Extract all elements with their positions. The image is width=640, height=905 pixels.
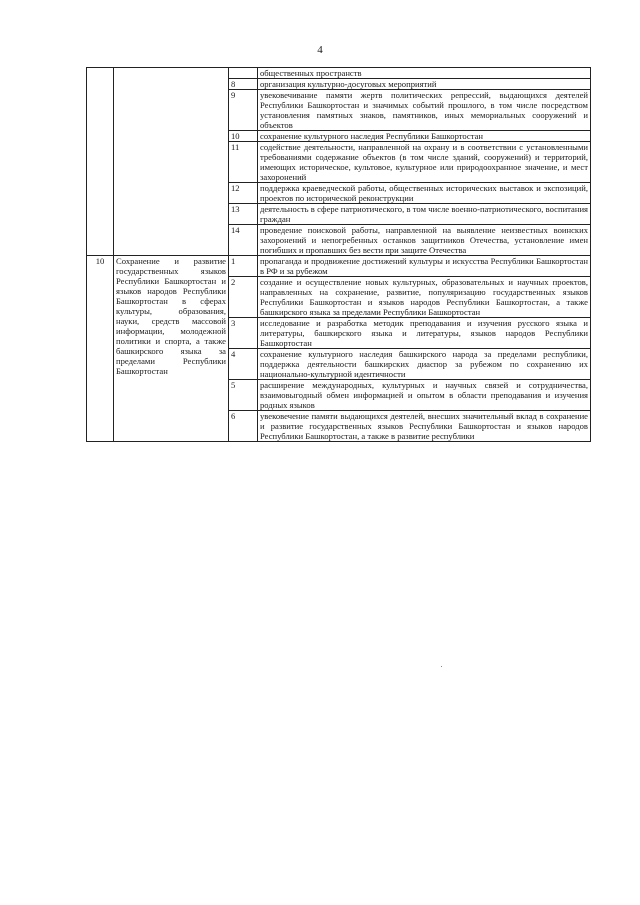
item-number	[229, 68, 258, 79]
activities-table	[86, 67, 591, 442]
item-text: содействие деятельности, направленной на охрану и в соответствии с установленными требованиями содержание объектов (в том числе зданий, сооружений) и территорий, имеющих историческое, культовое, культурное или природоохранное значение, и мест захоронений	[258, 142, 591, 183]
scan-speck	[441, 666, 442, 667]
item-number: 8	[229, 79, 258, 90]
item-number: 4	[229, 349, 258, 380]
item-number: 1	[229, 256, 258, 277]
item-text: пропаганда и продвижение достижений культуры и искусства Республики Башкортостан в РФ и за рубежом	[258, 256, 591, 277]
item-number: 13	[229, 204, 258, 225]
item-number: 14	[229, 225, 258, 256]
item-text: увековечение памяти выдающихся деятелей, внесших значительный вклад в сохранение и развитие государственных языков Республики Башкортостан и языков народов Республики Башкортостан, а также в развитие республики	[258, 411, 591, 442]
item-text: организация культурно-досуговых мероприятий	[258, 79, 591, 90]
table-body	[87, 68, 591, 442]
item-text: создание и осуществление новых культурных, образовательных и научных проектов, направленных на сохранение, развитие, популяризацию государственных языков Республики Башкортостан и языков народов Республики Башкортостан, а также башкирского языка за пределами Республики Башкортостан	[258, 277, 591, 318]
page-number: 4	[317, 44, 323, 56]
section-title-cell	[114, 68, 229, 256]
item-text: проведение поисковой работы, направленной на выявление неизвестных воинских захоронений и непогребенных останков защитников Отечества, установление имен погибших и пропавших без вести при защите Отечества	[258, 225, 591, 256]
item-number: 6	[229, 411, 258, 442]
item-number: 5	[229, 380, 258, 411]
section-number-cell: 10	[87, 256, 114, 442]
item-text: деятельность в сфере патриотического, в том числе военно-патриотического, воспитания граждан	[258, 204, 591, 225]
item-text: исследование и разработка методик преподавания и изучения русского языка и литературы, башкирского языка и литературы, языков народов Республики Башкортостан	[258, 318, 591, 349]
table-row	[87, 68, 591, 79]
item-text: общественных пространств	[258, 68, 591, 79]
section-number-cell	[87, 68, 114, 256]
section-title-cell: Сохранение и развитие государственных языков Республики Башкортостан и языков народов Республики Башкортостан в сферах культуры, образования, науки, средств массовой информации, молодежной политики и спорта, а также башкирского языка за пределами Республики Башкортостан	[114, 256, 229, 442]
item-text: поддержка краеведческой работы, общественных исторических выставок и экспозиций, проектов по исторической реконструкции	[258, 183, 591, 204]
item-text: расширение международных, культурных и научных связей и сотрудничества, взаимовыгодный обмен информацией и опытом в области преподавания и изучения родных языков	[258, 380, 591, 411]
item-text: сохранение культурного наследия Республики Башкортостан	[258, 131, 591, 142]
item-text: увековечивание памяти жертв политических репрессий, выдающихся деятелей Республики Башкортостан и значимых событий прошлого, в том числе посредством установления памятных знаков, памятников, иных мемориальных сооружений и объектов	[258, 90, 591, 131]
item-number: 3	[229, 318, 258, 349]
item-number: 12	[229, 183, 258, 204]
item-number: 2	[229, 277, 258, 318]
table-row	[87, 256, 591, 277]
item-number: 11	[229, 142, 258, 183]
item-number: 10	[229, 131, 258, 142]
item-text: сохранение культурного наследия башкирского народа за пределами республики, поддержка деятельности башкирских диаспор за рубежом по сохранению их национально-культурной идентичности	[258, 349, 591, 380]
item-number: 9	[229, 90, 258, 131]
